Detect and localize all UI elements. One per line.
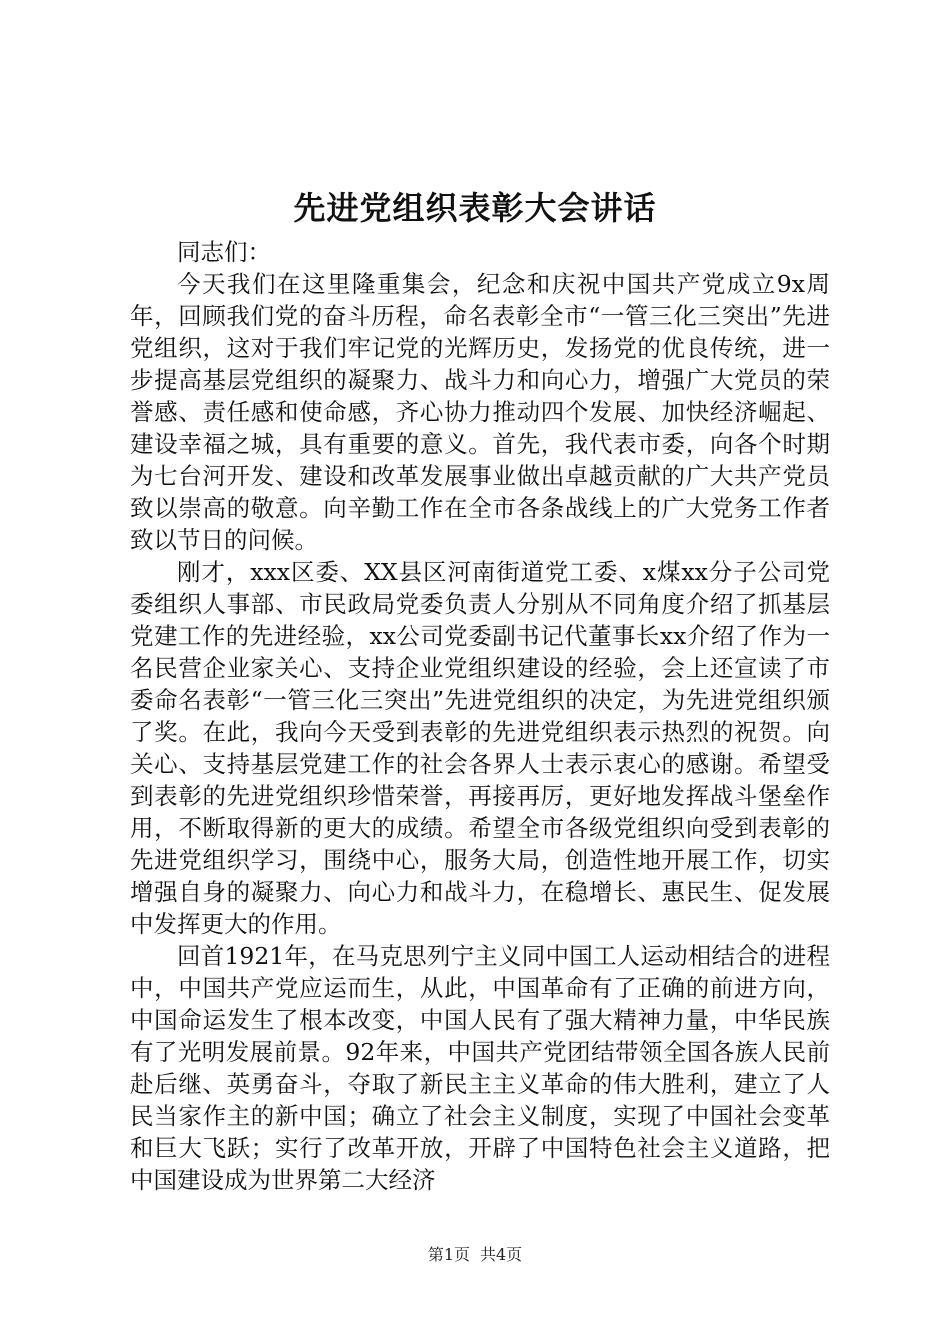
page-number: 第1页 [427, 1245, 470, 1264]
document-title: 先进党组织表彰大会讲话 [293, 189, 657, 227]
salutation: 同志们： [177, 238, 271, 266]
paragraph: 刚才，xxx区委、XX县区河南街道党工委、x煤xx分子公司党委组织人事部、市民政局党委负责人分别从不同角度介绍了抓基层党建工作的先进经验，xx公司党委副书记代董事长xx介绍了作为一名民营企业家关心、支持企业党组织建设的经验，会上还宣读了市委命名表彰“一管三化三突出”先进党组织的决定，为先进党组织颁了奖。在此，我向今天受到表彰的先进党组织表示热烈的祝贺。向关心、支持基层党建工作的社会各界人士表示衷心的感谢。希望受到表彰的先进党组织珍惜荣誉，再接再厉，更好地发挥战斗堡垒作用，不断取得新的更大的成绩。希望全市各级党组织向受到表彰的先进党组织学习，围绕中心，服务大局，创造性地开展工作，切实增强自身的凝聚力、向心力和战斗力，在稳增长、惠民生、促发展中发挥更大的作用。 [130, 558, 830, 938]
document-body [130, 236, 830, 1196]
paragraph: 今天我们在这里隆重集会，纪念和庆祝中国共产党成立9x周年，回顾我们党的奋斗历程，命名表彰全市“一管三化三突出”先进党组织，这对于我们牢记党的光辉历史，发扬党的优良传统，进一步提高基层党组织的凝聚力、战斗力和向心力，增强广大党员的荣誉感、责任感和使命感，齐心协力推动四个发展、加快经济崛起、建设幸福之城，具有重要的意义。首先，我代表市委，向各个时期为七台河开发、建设和改革发展事业做出卓越贡献的广大共产党员致以崇高的敬意。向辛勤工作在全市各条战线上的广大党务工作者致以节日的问候。 [130, 270, 830, 554]
paragraph: 回首1921年，在马克思列宁主义同中国工人运动相结合的进程中，中国共产党应运而生，从此，中国革命有了正确的前进方向，中国命运发生了根本改变，中国人民有了强大精神力量，中华民族有了光明发展前景。92年来，中国共产党团结带领全国各族人民前赴后继、英勇奋斗，夺取了新民主主义革命的伟大胜利，建立了人民当家作主的新中国；确立了社会主义制度，实现了中国社会变革和巨大飞跃；实行了改革开放，开辟了中国特色社会主义道路，把中国建设成为世界第二大经济 [130, 942, 830, 1194]
page-count: 共4页 [480, 1245, 523, 1264]
page-footer [0, 1244, 950, 1266]
